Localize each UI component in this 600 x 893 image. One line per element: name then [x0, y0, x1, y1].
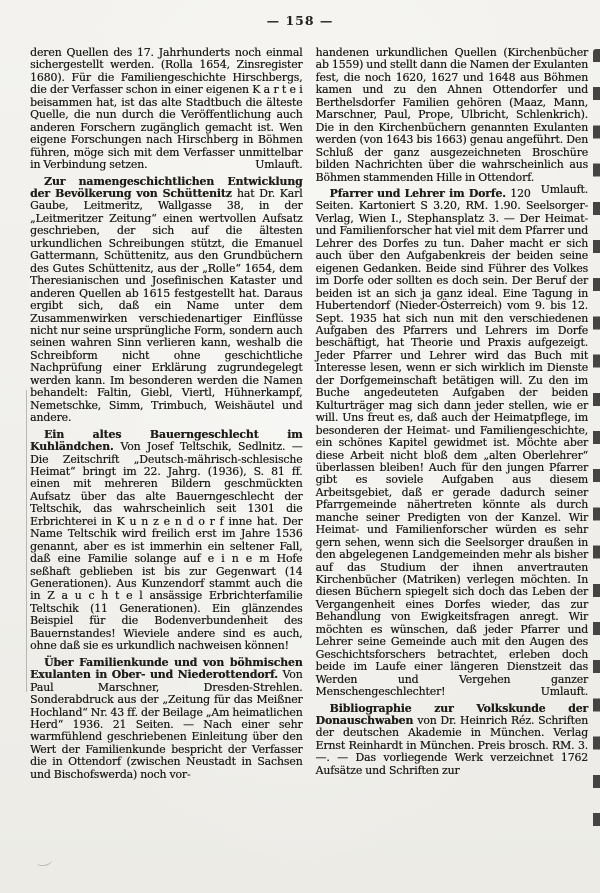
paragraph-continuation: [30, 47, 303, 172]
page-number: — 158 —: [266, 13, 334, 28]
paragraph-heading: Pfarrer und Lehrer im Dorfe.: [329, 186, 506, 200]
paragraph-heading: Ein altes Bauerngeschlecht im Kuhländchen.: [30, 427, 303, 454]
paragraph-text: Von Josef Teltschik, Sedlnitz. — Die Zeitschrift „Deutsch-mährisch-schlesische Heimat“ bringt im 22. Jahrg. (1936), S. 81 ff. einen mit mehreren Bildern geschmückten Aufsatz über das alte Bauerngeschlecht der Teltschik, das wahrscheinlich seit 1301 die Erbrichterei in K u n z e n d o r f inne hat. Der Name Teltschik wird freilich erst im Jahre 1536 genannt, aber es ist immerhin ein seltener Fall, daß eine Familie solange auf e i n e m Hofe seßhaft geblieben ist bis zur Gegenwart (14 Generationen). Aus Kunzendorf stammt auch die in Z a u c h t e l ansässige Erbrichterfamilie Teltschik (11 Generationen). Ein glänzendes Beispiel für die Bodenverbundenheit des Bauernstandes! Wieviele andere sind es auch, ohne daß sie es urkundlich nachweisen können!: [30, 440, 303, 653]
paragraph-text: hat Dr. Karl Gaube, Leitmeritz, Wallgasse 38, in der „Leitmeritzer Zeitung“ einen wertvollen Aufsatz geschrieben, der sich auf die ältesten urkundlichen Schreibungen stützt, die Emanuel Gattermann, Schüttenitz, aus den Grundbüchern des Gutes Schüttenitz, aus der „Rolle“ 1654, dem Theresianischen und Josefinischen Kataster und anderen Quellen ab 1615 festgestellt hat. Daraus ergibt sich, daß ein Name unter dem Zusammenwirken verschiedenartiger Einflüsse nicht nur seine ursprüngliche Form, sondern auch seinen wahren Sinn verlieren kann, weshalb die Schreibform nicht ohne geschichtliche Nachprüfung einer Erklärung zugrundegelegt werden kann. Im besonderen werden die Namen behandelt: Faltin, Giebl, Viertl, Hühnerkampf, Nemetschke, Simm, Trimbuch, Weishäutel und andere.: [30, 186, 303, 425]
paragraph-heading: Bibliographie zur Volkskunde der Donauschwaben: [315, 701, 588, 728]
paragraph-pfarrer-lehrer: [316, 188, 589, 699]
paragraph-text: deren Quellen des 17. Jahrhunderts noch einmal sichergestellt werden. (Rolla 1654, Zinsregister 1680). Für die Familiengeschichte Hirschbergs, die der Verfasser schon in einer eigenen K a r t e i beisammen hat, ist das alte Stadtbuch die älteste Quelle, die nun durch die Veröffentlichung auch anderen Forschern zugänglich gemacht ist. Wen eigene Forschungen nach Hirschberg in Böhmen führen, möge sich mit dem Verfasser unmittelbar in Verbindung setzen.: [30, 46, 303, 172]
author-signature: Umlauft.: [540, 182, 588, 196]
paragraph-text: handenen urkundlichen Quellen (Kirchenbücher ab 1559) und stellt dann die Namen der Exulanten fest, die noch 1620, 1627 und 1648 aus Böhmen kamen und zu den Ahnen Ottendorfer und Berthelsdorfer Familien gehören (Maaz, Mann, Marschner, Paul, Prope, Ulbricht, Schlenkrich). Die in den Kirchenbüchern genannten Exulanten werden (von 1643 bis 1663) genau angeführt. Den Schluß der ganz ausgezeichneten Broschüre bilden Nachrichten über die wahrscheinlich aus Böhmen stammenden Hille in Ottendorf.: [315, 46, 588, 184]
paragraph-heading: Über Familienkunde und von böhmischen Exulanten in Ober- und Niederottendorf.: [30, 655, 303, 682]
paragraph-kuhlaendchen: [30, 429, 303, 653]
paragraph-heading: Zur namengeschichtlichen Entwicklung der Bevölkerung von Schüttenitz: [30, 174, 303, 200]
scan-edge-marks: [593, 49, 600, 833]
text-columns: [0, 28, 600, 785]
author-signature: Umlauft.: [255, 158, 303, 172]
paragraph-bibliographie: [316, 703, 589, 778]
author-signature: Umlauft.: [540, 685, 588, 699]
scan-smudge: [35, 855, 52, 868]
paragraph-text: Von Paul Marschner, Dresden-Strehlen. Sonderabdruck aus der „Zeitung für das Meißner Hochland“ Nr. 43 ff. der Beilage „Am heimatlichen Herd“ 1936. 21 Seiten. — Nach einer sehr warmfühlend geschriebenen Einleitung über den Wert der Familienkunde bespricht der Verfasser die in Ottendorf (zwischen Neustadt in Sachsen und Bischofswerda) noch vor-: [30, 668, 303, 781]
right-column: [316, 47, 589, 785]
paragraph-schuettenitz: [30, 176, 303, 425]
left-column: [30, 47, 303, 785]
paragraph-exulanten: [30, 657, 303, 782]
scan-fold-line: [26, 390, 27, 692]
paragraph-text: 120 Seiten. Kartoniert S 3.20, RM. 1.90. Seelsorger-Verlag, Wien I., Stephansplatz 3. — Der Heimat- und Familienforscher hat viel mit dem Pfarrer und Lehrer des Dorfes zu tun. Daher macht er sich auch über den Aufgabenkreis der beiden seine eigenen Gedanken. Beide sind Führer des Volkes im Dorfe oder sollten es doch sein. Der Beruf der beiden ist an sich ja ganz ideal. Eine Tagung in Hubertendorf (Nieder-Österreich) vom 9. bis 12. Sept. 1935 hat sich nun mit den verschiedenen Aufgaben des Pfarrers und Lehrers im Dorfe beschäftigt, hat Theorie und Praxis aufgezeigt. Jeder Pfarrer und Lehrer wird das Buch mit Interesse lesen, wenn er sich wirklich im Dienste der Dorfgemeinschaft betätigen will. Zu den im Buche angedeuteten Aufgaben der beiden Kulturträger mag sich dann jeder stellen, wie er will. Uns freut es, daß auch der Heimatpflege, im besonderen der Heimat- und Familiengeschichte, ein schönes Kapitel gewidmet ist. Möchte aber diese Arbeit nicht bloß dem „alten Oberlehrer“ überlassen bleiben! Auch für den jungen Pfarrer gibt es soviele Aufgaben aus diesem Arbeitsgebiet, daß er gerade dadurch seiner Pfarrgemeinde nähertreten könnte als durch manche seiner Predigten von der Kanzel. Wir Heimat- und Familienforscher würden es sehr gern sehen, wenn sich die Seelsorger draußen in den abgelegenen Landgemeinden mehr als bisher auf das Studium der ihnen anvertrauten Kirchenbücher (Matriken) verlegen möchten. In diesen Büchern spiegelt sich doch das Leben der Vergangenheit eines Dorfes wieder, das zur Behandlung von Ewigkeitsfragen anregt. Wir möchten es wünschen, daß jeder Pfarrer und Lehrer seine Gemeinde auch mit den Augen des Geschichtsforschers betrachtet, erleben doch beide im Laufe einer längeren Dienstzeit das Werden und Vergehen ganzer Menschengeschlechter!: [315, 186, 588, 699]
paragraph-text: von Dr. Heinrich Réz. Schriften der deutschen Akademie in München. Verlag Ernst Reinhardt in München. Preis brosch. RM. 3.—. — Das vorliegende Werk verzeichnet 1762 Aufsätze und Schriften zur: [315, 714, 588, 777]
